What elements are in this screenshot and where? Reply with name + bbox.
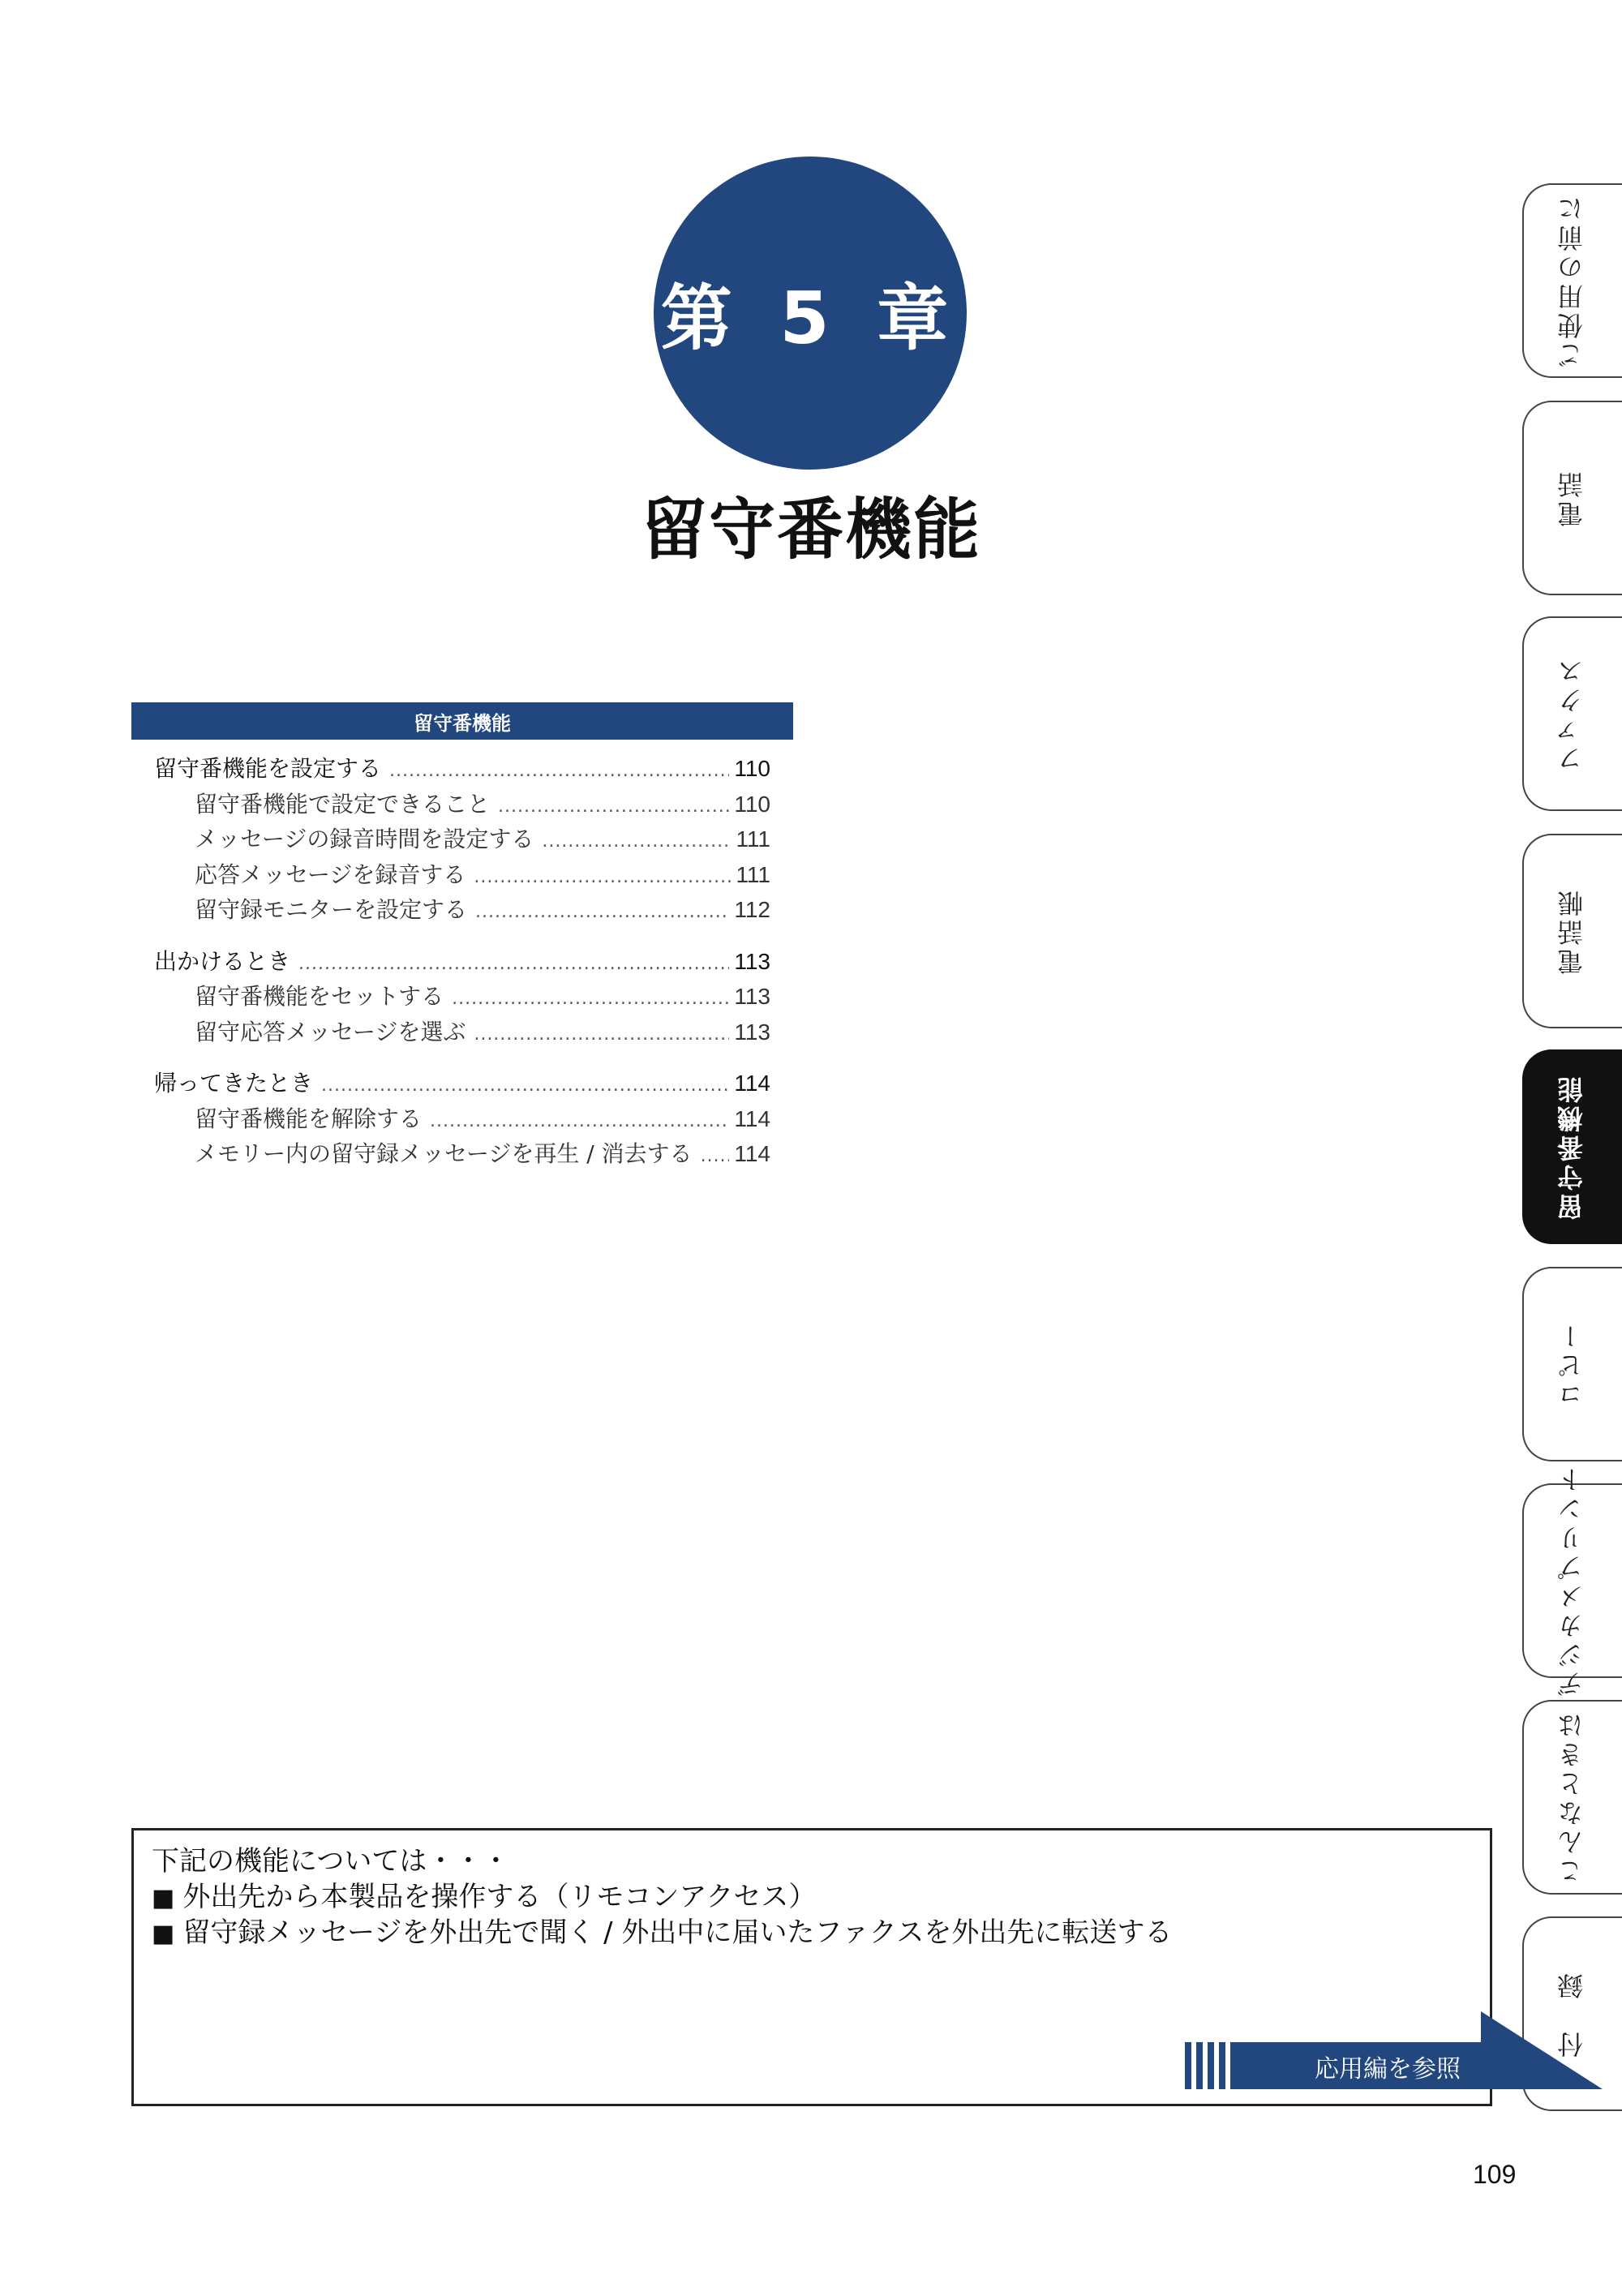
toc-entry[interactable] (154, 822, 770, 857)
note-bullet-text: 留守録メッセージを外出先で聞く / 外出中に届いたファクスを外出先に転送する (182, 1916, 1173, 1949)
toc-entry-title: 出かけるとき (154, 947, 291, 975)
toc-entry-page: 111 (736, 861, 770, 887)
chapter-number: 第 5 章 (660, 277, 960, 360)
toc-entry-page: 114 (734, 1071, 770, 1096)
note-intro: 下記の機能については・・・ (152, 1845, 510, 1878)
toc-header: 留守番機能 (131, 702, 793, 740)
side-tab-label: 電話 (1556, 469, 1587, 527)
toc-entry-title: 留守番機能をセットする (195, 983, 444, 1010)
reference-label: 応用編を参照 (1315, 2055, 1461, 2084)
toc-entry-title: 留守番機能を解除する (195, 1105, 423, 1132)
page-number: 109 (1473, 2160, 1517, 2189)
toc-leader-dots (452, 981, 729, 1017)
side-tab[interactable] (1522, 1267, 1622, 1461)
toc-entry-title: 留守番機能を設定する (154, 755, 382, 782)
toc-entry[interactable] (154, 979, 770, 1015)
side-tab-label: こんなときは (1556, 1710, 1587, 1885)
toc-leader-dots (498, 789, 729, 825)
toc-leader-dots (542, 824, 731, 860)
toc-entry-page: 113 (734, 948, 770, 974)
side-tab[interactable] (1522, 401, 1622, 595)
side-tab-label: コピー (1556, 1320, 1587, 1408)
toc-entry-page: 110 (734, 791, 770, 817)
note-box (131, 1828, 1492, 2106)
toc-entry-page: 113 (734, 984, 770, 1009)
toc-entry[interactable] (154, 1015, 770, 1050)
toc-entry-title: 留守番機能で設定できること (195, 790, 491, 818)
chapter-badge (654, 157, 967, 470)
toc-leader-dots (298, 946, 729, 982)
toc-entry[interactable] (154, 892, 770, 928)
toc-leader-dots (475, 895, 729, 930)
chapter-title: 留守番機能 (640, 491, 981, 569)
reference-arrow[interactable] (1185, 2011, 1607, 2092)
square-bullet-icon: ■ (152, 1920, 175, 1948)
toc-entry-title: 留守録モニターを設定する (195, 896, 468, 923)
side-tab[interactable] (1522, 1700, 1622, 1895)
toc-entry[interactable] (154, 1136, 770, 1172)
toc-entry[interactable] (154, 751, 770, 787)
toc-entry-page: 114 (734, 1141, 770, 1166)
side-tab[interactable] (1522, 1464, 1622, 1697)
side-tab-label: ファクス (1556, 655, 1587, 772)
toc-entry-title: メモリー内の留守録メッセージを再生 / 消去する (195, 1140, 693, 1167)
side-tab-label: ご使用の前に (1556, 193, 1587, 368)
toc-entry-page: 110 (734, 756, 770, 781)
toc-leader-dots (474, 1017, 729, 1053)
note-bullet-item (152, 1874, 816, 1914)
toc-entry-page: 111 (736, 826, 770, 852)
square-bullet-icon: ■ (152, 1884, 175, 1912)
toc-leader-dots (430, 1104, 729, 1139)
toc-entry-title: 留守応答メッセージを選ぶ (195, 1018, 466, 1045)
toc-leader-dots (389, 753, 729, 789)
side-tab[interactable] (1522, 1049, 1622, 1244)
note-bullet-text: 外出先から本製品を操作する（リモコンアクセス） (182, 1881, 817, 1913)
toc-entry-page: 114 (734, 1105, 770, 1131)
toc-entry-title: 応答メッセージを録音する (195, 860, 466, 888)
toc-entry[interactable] (154, 1101, 770, 1137)
toc-entry-title: 帰ってきたとき (154, 1070, 314, 1097)
toc-entry[interactable] (154, 944, 770, 980)
side-tab-label: デジカメプリント (1556, 1464, 1587, 1697)
table-of-contents (154, 751, 770, 1172)
side-tab-label: 留守番機能 (1556, 1074, 1587, 1220)
toc-entry[interactable] (154, 787, 770, 822)
side-tab[interactable] (1522, 834, 1622, 1028)
toc-entry-page: 113 (734, 1019, 770, 1045)
toc-leader-dots (701, 1139, 730, 1174)
side-tab-label: 電話帳 (1556, 887, 1587, 975)
note-bullet-item (152, 1910, 1172, 1950)
toc-entry[interactable] (154, 857, 770, 893)
toc-leader-dots (474, 860, 731, 895)
side-tab-label: 付 録 (1556, 1970, 1587, 2058)
toc-entry[interactable] (154, 1066, 770, 1101)
toc-entry-page: 112 (734, 897, 770, 922)
toc-entry-title: メッセージの録音時間を設定する (195, 826, 534, 852)
toc-leader-dots (321, 1068, 729, 1104)
side-tab[interactable] (1522, 616, 1622, 811)
side-tab[interactable] (1522, 183, 1622, 378)
